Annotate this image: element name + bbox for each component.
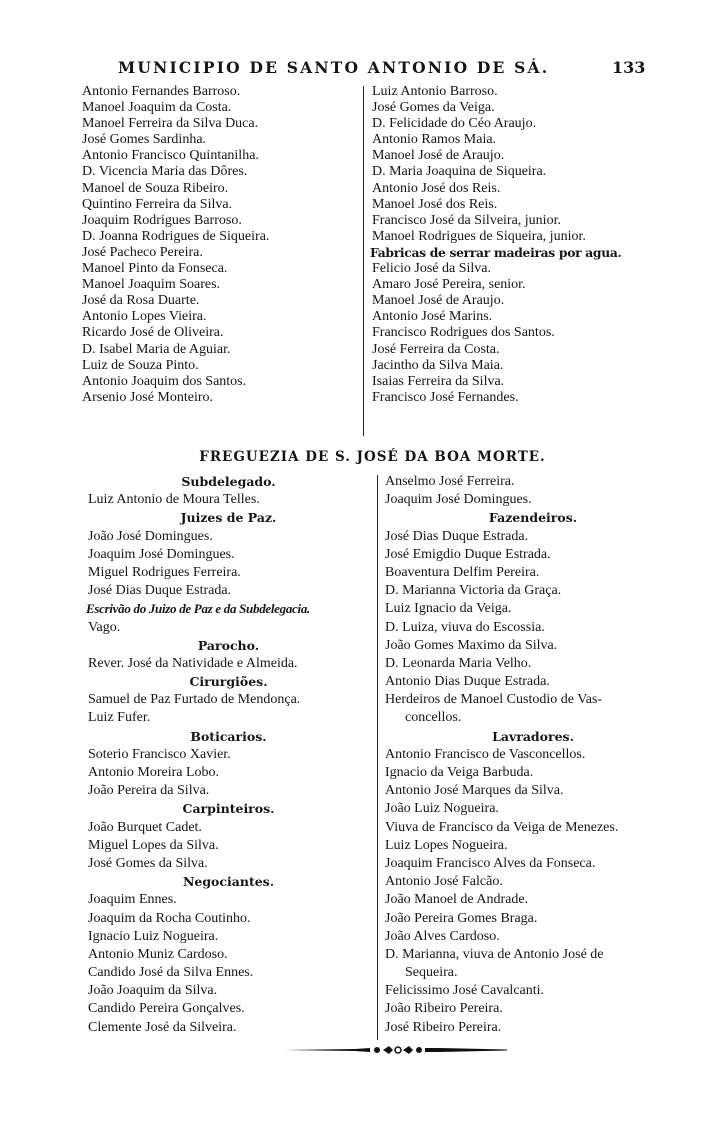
list-item: D. Luiza, viuva do Escossia. [385, 619, 545, 635]
list-item: D. Marianna Victoria da Graça. [385, 583, 562, 599]
list-item: José da Rosa Duarte. [82, 293, 200, 309]
list-item: D. Marianna, viuva de Antonio José de [385, 946, 604, 962]
list-item: Luiz Lopes Nogueira. [385, 837, 508, 853]
list-item: Luiz de Souza Pinto. [82, 357, 199, 373]
list-item: Arsenio José Monteiro. [82, 389, 214, 405]
list-item: João José Domingues. [88, 528, 213, 544]
list-item: Joaquim José Domingues. [385, 492, 532, 508]
list-item: Manoel José dos Reis. [372, 196, 498, 212]
list-item: Francisco Rodrigues dos Santos. [372, 325, 555, 341]
list-item: Luiz Antonio de Moura Telles. [88, 492, 260, 508]
list-item: Antonio Lopes Vieira. [82, 309, 207, 325]
list-item: Vago. [88, 619, 121, 635]
list-item: João Ribeiro Pereira. [385, 1001, 503, 1017]
list-item: D. Isabel Maria de Aguiar. [82, 341, 231, 357]
list-item: Manoel Ferreira da Silva Duca. [82, 116, 259, 132]
list-item: José Gomes da Silva. [88, 855, 208, 871]
list-item: José Dias Duque Estrada. [385, 528, 529, 544]
list-item: Rever. José da Natividade e Almeida. [88, 655, 298, 671]
top-right-column [370, 84, 670, 406]
list-item: D. Joanna Rodrigues de Siqueira. [82, 228, 270, 244]
list-item: Isaias Ferreira da Silva. [372, 373, 505, 389]
list-item: Miguel Rodrigues Ferreira. [88, 564, 241, 580]
list-item-continuation: Sequeira. [405, 965, 458, 981]
category-heading: Boticarios. [190, 728, 267, 744]
list-item: José Gomes da Veiga. [372, 100, 495, 116]
list-item: Antonio José dos Reis. [372, 180, 501, 196]
list-item: Antonio Muniz Cardoso. [88, 946, 228, 962]
list-item: João Gomes Maximo da Silva. [385, 637, 558, 653]
list-item: Felicissimo José Cavalcanti. [385, 983, 545, 999]
category-heading: Lavradores. [492, 728, 574, 744]
list-item-continuation: concellos. [405, 710, 462, 726]
ornamental-rule [285, 1044, 507, 1056]
list-item: João Alves Cardoso. [385, 928, 500, 944]
list-item: Viuva de Francisco da Veiga de Menezes. [385, 819, 619, 835]
list-item: D. Vicencia Maria das Dôres. [82, 164, 248, 180]
list-item: João Burquet Cadet. [88, 819, 202, 835]
list-item: Antonio José Marques da Silva. [385, 783, 564, 799]
list-item: Candido José da Silva Ennes. [88, 965, 254, 981]
list-item: Miguel Lopes da Silva. [88, 837, 219, 853]
column-divider [363, 86, 364, 436]
list-item: José Emigdio Duque Estrada. [385, 546, 551, 562]
list-item: José Ferreira da Costa. [372, 341, 500, 357]
list-item: José Dias Duque Estrada. [88, 583, 232, 599]
list-item: Soterio Francisco Xavier. [88, 746, 231, 762]
list-item: Clemente José da Silveira. [88, 1019, 237, 1035]
list-item: José Pacheco Pereira. [82, 244, 203, 260]
section-title: FREGUEZIA DE S. JOSÉ DA BOA MORTE. [199, 449, 546, 465]
page-number: 133 [612, 58, 646, 77]
list-item: Joaquim Francisco Alves da Fonseca. [385, 855, 596, 871]
list-item: Manoel Joaquim Soares. [82, 277, 221, 293]
list-item: D. Maria Joaquina de Siqueira. [372, 164, 547, 180]
list-item: Ricardo José de Oliveira. [82, 325, 224, 341]
list-item: Antonio Dias Duque Estrada. [385, 674, 550, 690]
list-item: João Pereira da Silva. [88, 783, 210, 799]
list-item: Samuel de Paz Furtado de Mendonça. [88, 692, 301, 708]
category-heading: Juizes de Paz. [180, 510, 277, 526]
list-item: Manoel Rodrigues de Siqueira, junior. [372, 228, 586, 244]
top-left-column [80, 84, 360, 406]
list-item: Herdeiros de Manoel Custodio de Vas- [385, 692, 603, 708]
list-item: Antonio Fernandes Barroso. [82, 84, 241, 99]
office-heading: Escrivão do Juizo de Paz e da Subdelegacia. [86, 601, 310, 617]
list-item: Luiz Fufer. [88, 710, 151, 726]
list-item: João Manoel de Andrade. [385, 892, 529, 908]
list-item: Quintino Ferreira da Silva. [82, 196, 233, 212]
list-item: Joaquim Rodrigues Barroso. [82, 212, 242, 228]
category-heading: Fazendeiros. [488, 510, 578, 526]
list-item: Antonio Moreira Lobo. [88, 765, 220, 780]
category-heading: Negociantes. [182, 874, 275, 890]
list-item: Ignacio da Veiga Barbuda. [385, 765, 534, 780]
list-item: Manoel de Souza Ribeiro. [82, 180, 229, 196]
list-item: João Luiz Nogueira. [385, 801, 499, 817]
list-item: Amaro José Pereira, senior. [372, 277, 526, 293]
list-item: Antonio Joaquim dos Santos. [82, 373, 247, 389]
lower-right-column [383, 473, 683, 1037]
list-item: D. Leonarda Maria Velho. [385, 655, 532, 671]
column-divider [377, 475, 378, 1040]
list-item: Joaquim José Domingues. [88, 546, 235, 562]
list-item: Luiz Ignacio da Veiga. [385, 601, 512, 617]
list-item: Antonio Francisco Quintanilha. [82, 148, 259, 164]
list-item: D. Felicidade do Céo Araujo. [372, 116, 537, 132]
list-item: João Joaquim da Silva. [88, 983, 218, 999]
list-item: Manoel Pinto da Fonseca. [82, 261, 228, 277]
running-header-title: MUNICIPIO DE SANTO ANTONIO DE SÁ. [118, 58, 550, 77]
category-heading: Carpinteiros. [182, 801, 275, 817]
list-item: Candido Pereira Gonçalves. [88, 1001, 245, 1017]
list-item: Antonio Ramos Maia. [372, 132, 497, 148]
list-item: Joaquim da Rocha Coutinho. [88, 910, 251, 926]
list-item: Antonio José Marins. [372, 309, 493, 325]
list-item: Joaquim Ennes. [88, 892, 177, 908]
list-item: Antonio José Falcão. [385, 874, 503, 890]
list-item: Manoel José de Araujo. [372, 293, 505, 309]
list-item: Luiz Antonio Barroso. [372, 84, 498, 99]
category-heading: Subdelegado. [181, 474, 276, 489]
lower-left-column [86, 473, 371, 1037]
category-heading: Fabricas de serrar madeiras por agua. [370, 244, 622, 260]
list-item: João Pereira Gomes Braga. [385, 910, 538, 926]
list-item: Jacintho da Silva Maia. [372, 357, 504, 373]
list-item: Antonio Francisco de Vasconcellos. [385, 746, 586, 762]
list-item: Ignacio Luiz Nogueira. [88, 928, 219, 944]
list-item: Boaventura Delfim Pereira. [385, 564, 540, 580]
category-heading: Cirurgiões. [189, 674, 268, 690]
list-item: Manoel José de Araujo. [372, 148, 505, 164]
list-item: José Gomes Sardinha. [82, 132, 207, 148]
category-heading: Parocho. [197, 637, 260, 653]
list-item: Francisco José da Silveira, junior. [372, 212, 561, 228]
list-item: Anselmo José Ferreira. [385, 474, 515, 489]
list-item: Francisco José Fernandes. [372, 389, 519, 405]
list-item: Manoel Joaquim da Costa. [82, 100, 232, 116]
list-item: Felicio José da Silva. [372, 261, 491, 277]
list-item: José Ribeiro Pereira. [385, 1019, 502, 1035]
